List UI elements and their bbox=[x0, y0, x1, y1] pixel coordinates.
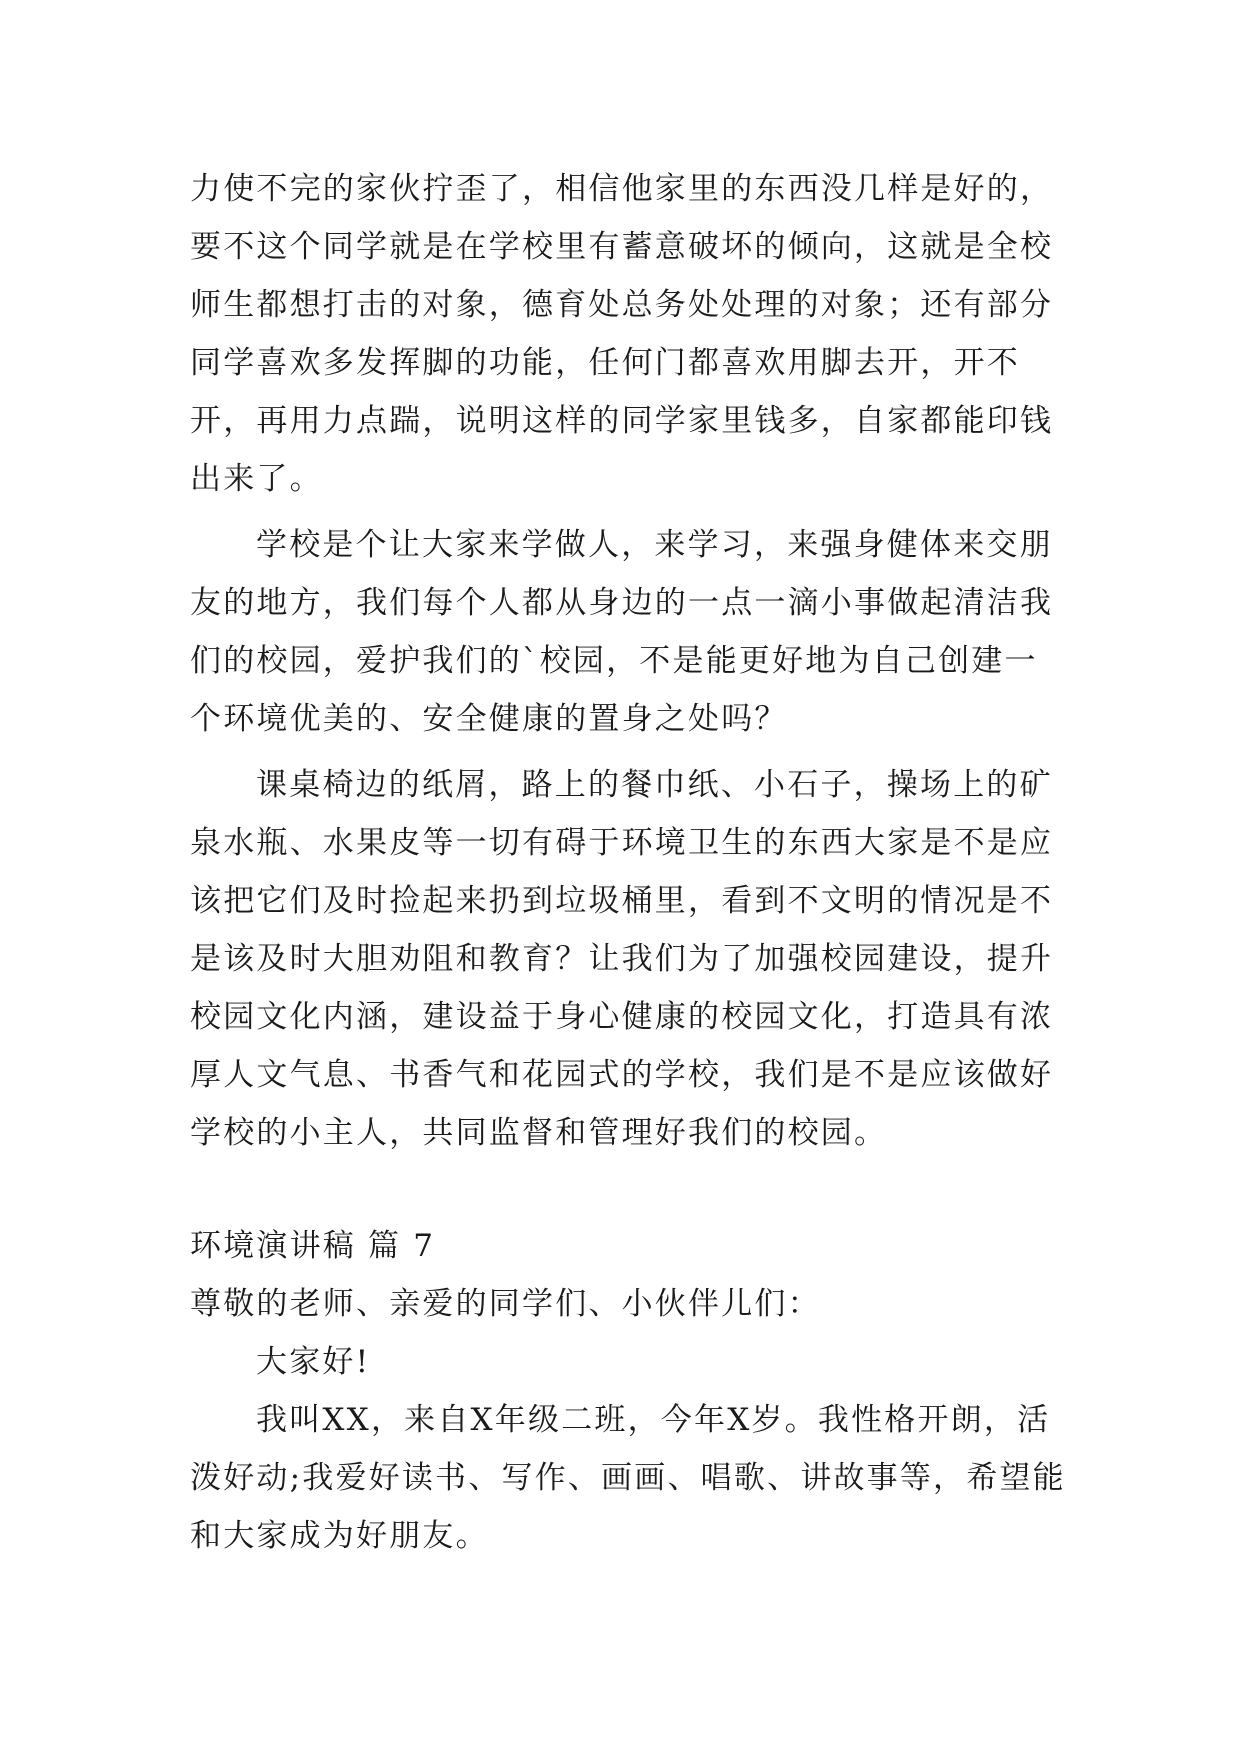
self-introduction: 我叫XX，来自X年级二班，今年X岁。我性格开朗，活泼好动;我爱好读书、写作、画画、唱歌、讲故事等，希望能和大家成为好朋友。 bbox=[190, 1402, 1066, 1554]
paragraph-campus-litter: 课桌椅边的纸屑，路上的餐巾纸、小石子，操场上的矿泉水瓶、水果皮等一切有碍于环境卫生的东西大家是不是应该把它们及时捡起来扔到垃圾桶里，看到不文明的情况是不是该及时大胆劝阻和教育？让我们为了加强校园建设，提升校园文化内涵，建设益于身心健康的校园文化，打造具有浓厚人文气息、书香气和花园式的学校，我们是不是应该做好学校的小主人，共同监督和管理好我们的校园。 bbox=[190, 767, 1054, 1151]
paragraph-continuation: 力使不完的家伙拧歪了，相信他家里的东西没几样是好的，要不这个同学就是在学校里有蓄意破坏的倾向，这就是全校师生都想打击的对象，德育处总务处处理的对象；还有部分同学喜欢多发挥脚的功能，任何门都喜欢用脚去开，开不开，再用力点踹，说明这样的同学家里钱多，自家都能印钱出来了。 bbox=[190, 171, 1054, 497]
speech-section-7 bbox=[190, 1217, 1070, 1565]
section-heading: 环境演讲稿 篇 7 bbox=[190, 1228, 436, 1264]
greeting: 大家好! bbox=[256, 1344, 371, 1380]
paragraph-school-purpose: 学校是个让大家来学做人，来学习，来强身健体来交朋友的地方，我们每个人都从身边的一点一滴小事做起清洁我们的校园，爱护我们的`校园，不是能更好地为自己创建一个环境优美的、安全健康的置身之处吗？ bbox=[190, 527, 1054, 737]
salutation: 尊敬的老师、亲爱的同学们、小伙伴儿们： bbox=[190, 1286, 821, 1322]
article-body bbox=[190, 160, 1070, 1162]
